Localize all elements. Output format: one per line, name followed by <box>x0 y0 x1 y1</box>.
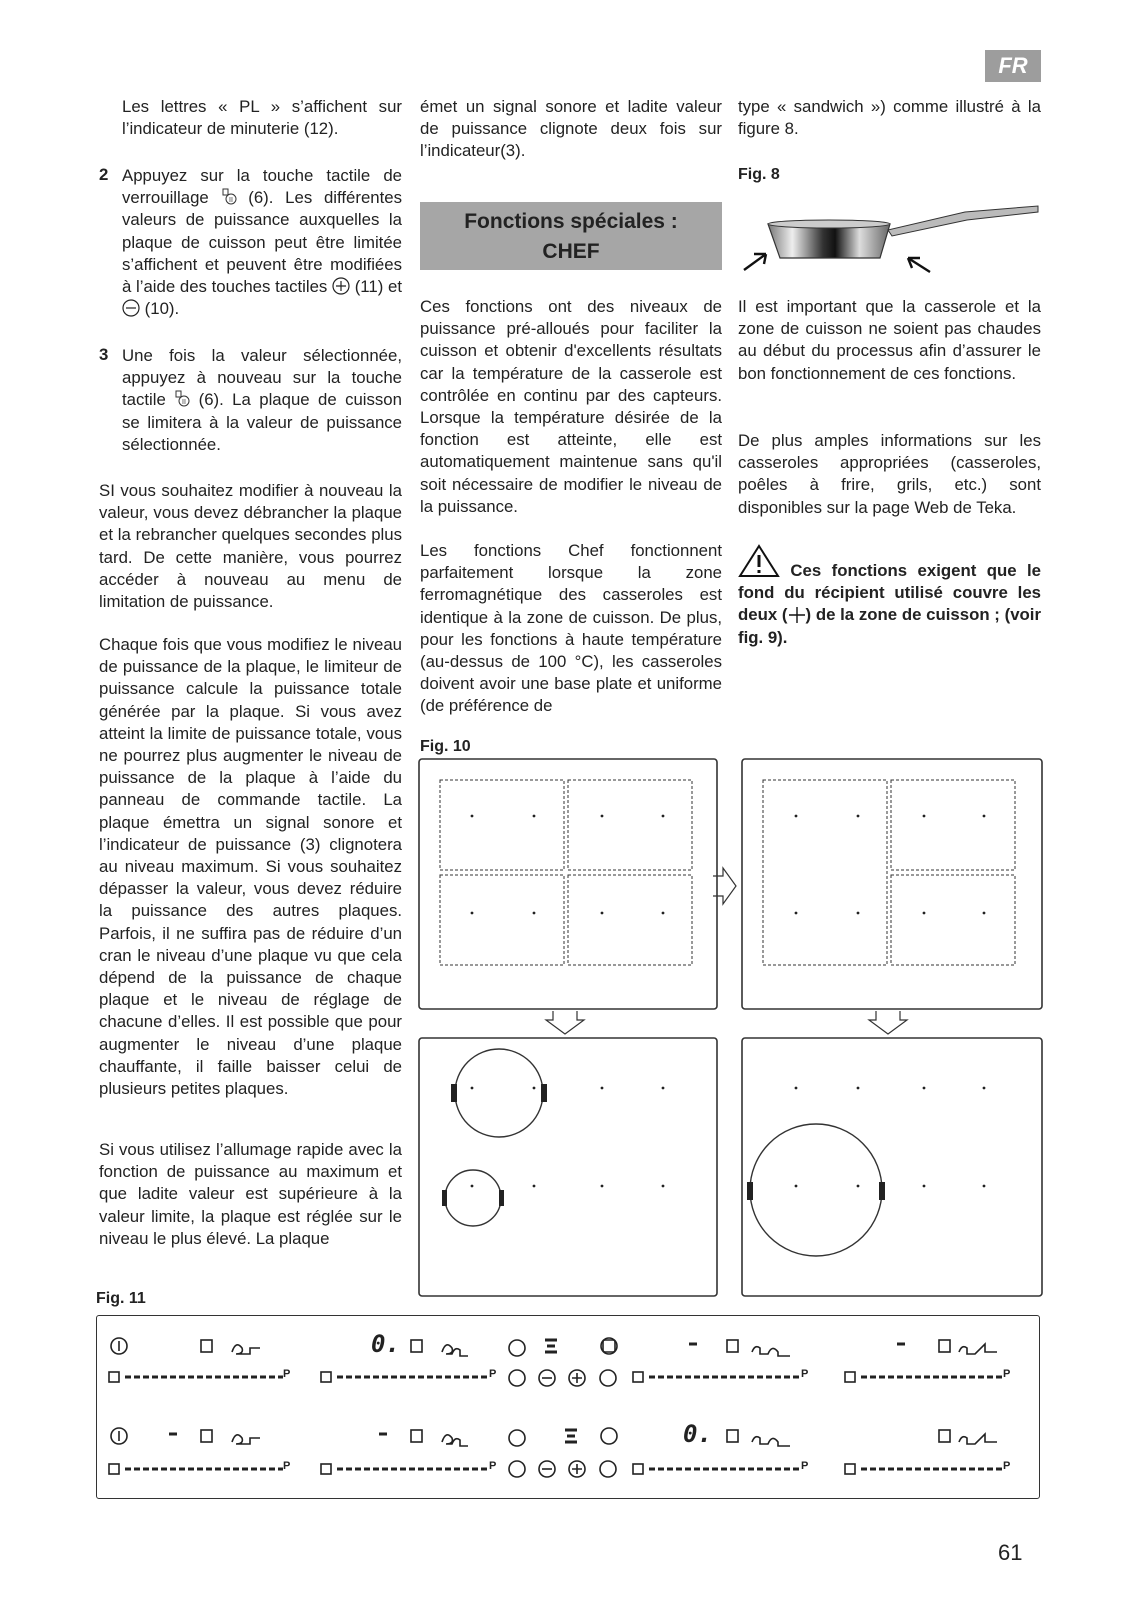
slider-p-label: P <box>283 1368 291 1380</box>
minus-icon <box>122 299 140 317</box>
fig-11-control-panel <box>96 1315 1040 1499</box>
slider-p-label: P <box>489 1460 497 1472</box>
svg-text:II: II <box>182 399 187 407</box>
slider-p-label: P <box>801 1460 809 1472</box>
warning-triangle-icon <box>738 544 780 578</box>
power-display-digit: 0. <box>371 1330 400 1358</box>
paragraph-chaque: Chaque fois que vous modifiez le niveau de puissance de la plaque, le limiteur de puissance calcule la puissance totale générée par la plaque. Si vous avez atteint la limite de puissance totale, vous ne pourrez plus augmenter le niveau de puissance de la plaque à l’aide du panneau de commande tactile. La plaque émettra un signal sonore et l’indicateur de puissance (3) clignotera au niveau maximum. Si vous souhaitez dépasser la valeur, vous devez réduire la puissance des autres plaques. Parfois, il ne suffira pas de réduire d’un cran le niveau d’une plaque vu que cela dépend de la puissance de chaque plaque et le niveau de réglage de chacune d’elles. Il est possible que pour augmenter le niveau d’une plaque chauffante, il faille baisser celui de plusieurs petites plaques. <box>99 635 402 1099</box>
paragraph-important: Il est important que la casserole et la zone de cuisson ne soient pas chaudes au début du processus afin d’assurer le bon fonctionnement de ces fonctions. <box>738 297 1041 383</box>
slider-p-label: P <box>1003 1368 1011 1380</box>
paragraph-chef: Les fonctions Chef fonctionnent parfaitement lorsque la zone ferromagnétique des casseroles est identique à la zone de cuisson. De plus, pour les fonctions à haute température (au-dessus de 100 °C), les casseroles doivent avoir une base plate et uniforme (de préférence de <box>420 541 722 716</box>
page-number: 61 <box>998 1540 1023 1565</box>
slider-p-label: P <box>1003 1460 1011 1472</box>
slider-p-label: P <box>489 1368 497 1380</box>
fig-8-label: Fig. 8 <box>738 166 780 183</box>
fig-10-label: Fig. 10 <box>420 738 471 755</box>
lock-key-icon <box>221 188 237 206</box>
svg-text:II: II <box>228 197 233 205</box>
step-number-2: 2 <box>99 165 109 184</box>
paragraph-allumage: Si vous utilisez l’allumage rapide avec la fonction de puissance au maximum et que ladite valeur est supérieure à la valeur limite, la plaque est réglée sur le niveau le plus élevé. La plaque <box>99 1140 402 1248</box>
paragraph-pl: Les lettres « PL » s’affichent sur l’indicateur de minuterie (12). <box>122 97 402 139</box>
step-3-text: Une fois la valeur sélectionnée, appuyez à nouveau sur la touche tactile II (6). La plaque de cuisson se limitera à la valeur de puissance sélectionnée. <box>122 346 402 454</box>
step-2-text: Appuyez sur la touche tactile de verrouillage II (6). Les différentes valeurs de puissance auxquelles la plaque de cuisson peut être limitée s’affichent et peuvent être modifiées à l’aide des touches tactiles (11) et (10). <box>122 166 403 319</box>
lock-key-icon <box>174 390 190 408</box>
warning-note: Ces fonctions exigent que le fond du récipient utilisé couvre les deux ( ) de la zone de cuisson ; (voir fig. 9). <box>738 544 1041 649</box>
paragraph-sandwich: type « sandwich ») comme illustré à la figure 8. <box>738 97 1041 139</box>
paragraph-fonctions: Ces fonctions ont des niveaux de puissance pré-alloués pour faciliter la cuisson et obtenir d'excellents résultats car la température de la casserole est contrôlée en continu par des capteurs. Lorsque la température désirée de la fonction est atteinte, elle est automatiquement maintenue sans qu'il soit nécessaire de modifier le niveau de la puissance. <box>420 297 722 516</box>
fig-11-label: Fig. 11 <box>96 1290 146 1307</box>
zone-icon <box>201 1340 212 1352</box>
cross-center-icon <box>788 605 806 623</box>
slider-p-label: P <box>283 1460 291 1472</box>
paragraph-emet: émet un signal sonore et ladite valeur de puissance clignote deux fois sur l’indicateur(3). <box>420 97 722 161</box>
slider-p-label: P <box>801 1368 809 1380</box>
step-number-3: 3 <box>99 345 109 364</box>
plus-icon <box>332 277 350 295</box>
language-badge: FR <box>985 50 1041 82</box>
paragraph-info: De plus amples informations sur les casseroles appropriées (casseroles, poêles à frire, grils, etc.) sont disponibles sur la page Web de Teka. <box>738 431 1041 517</box>
fig-10-diagram <box>418 758 1044 1298</box>
power-display-digit: 0. <box>683 1420 712 1448</box>
section-heading-chef: Fonctions spéciales : CHEF <box>420 202 722 270</box>
frying-pan-illustration <box>740 200 1040 280</box>
paragraph-si: SI vous souhaitez modifier à nouveau la valeur, vous devez débrancher la plaque et la rebrancher quelques secondes plus tard. De cette manière, vous pourrez accéder à nouveau au menu de limitation de puissance. <box>99 481 402 612</box>
control-panel-diagram <box>97 1316 1037 1496</box>
